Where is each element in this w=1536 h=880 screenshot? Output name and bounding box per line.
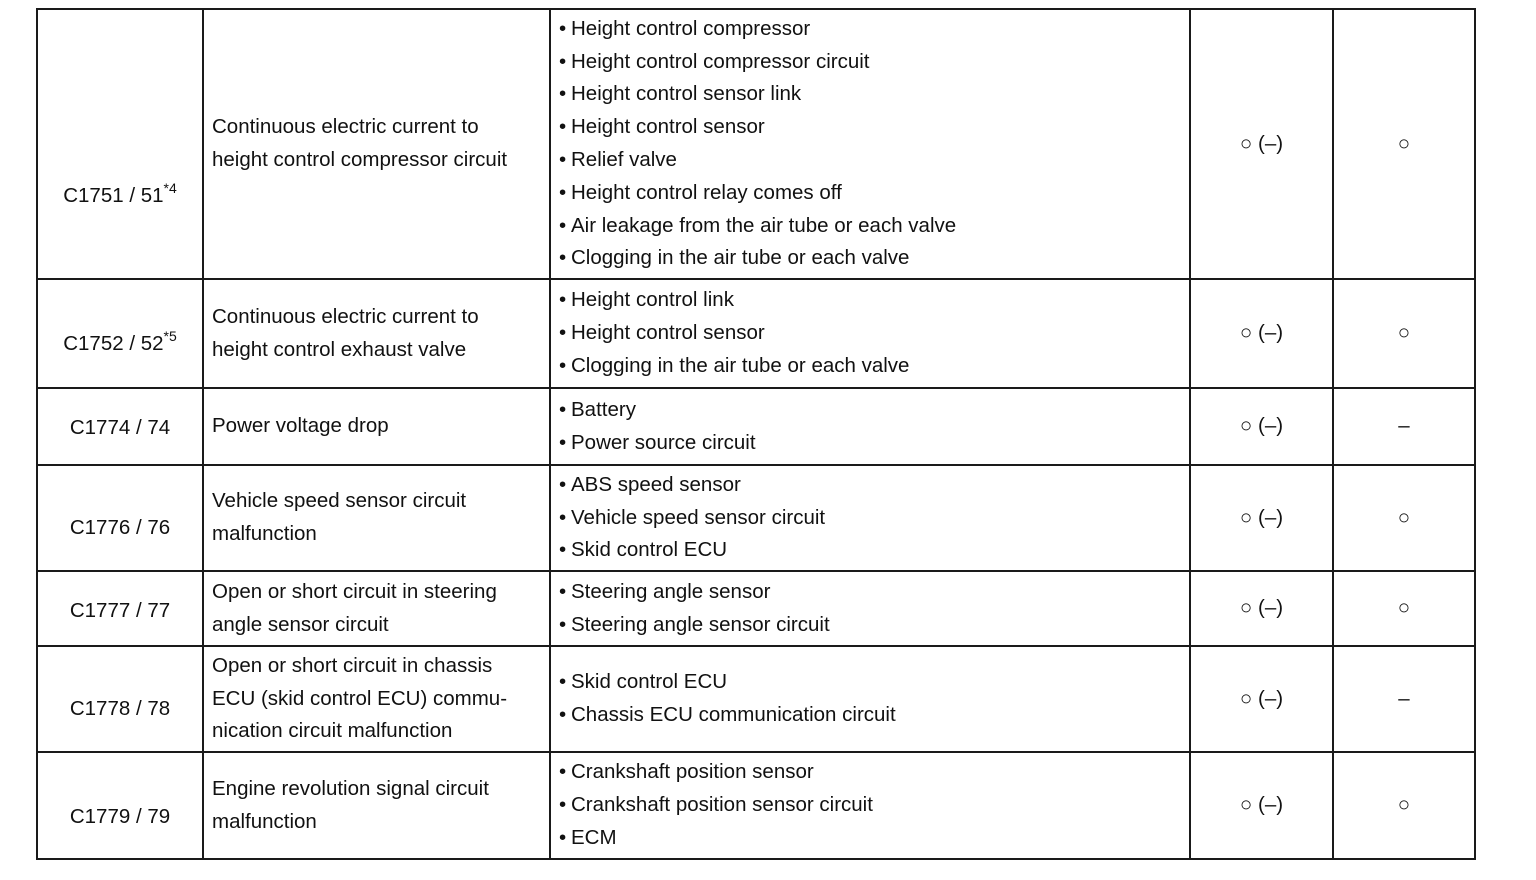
trouble-area-text: Air leakage from the air tube or each valve [571, 213, 957, 237]
dtc-code-text: C1777 / 77 [69, 598, 171, 622]
bullet-icon: • [559, 16, 567, 40]
list-item [559, 427, 1181, 460]
bullet-icon: • [559, 353, 567, 377]
dtc-code-cell [37, 752, 203, 859]
trouble-area-text: Relief valve [571, 148, 677, 171]
list-item [559, 144, 1181, 177]
bullet-icon: • [559, 180, 567, 204]
bullet-icon: • [559, 82, 567, 106]
bullet-icon: • [559, 246, 567, 270]
bullet-icon: • [559, 793, 567, 817]
trouble-area-list [559, 13, 1181, 275]
trouble-area-cell [550, 571, 1190, 646]
trouble-area-text: Height control compressor [571, 16, 811, 40]
dtc-code-footnote: *4 [163, 179, 177, 196]
mil-cell [1190, 646, 1333, 752]
memory-value: ○ [1397, 505, 1411, 529]
detection-item-line: height control exhaust valve [212, 337, 467, 361]
mil-cell [1190, 9, 1333, 279]
trouble-area-text: Vehicle speed sensor circuit [571, 505, 826, 529]
trouble-area-cell [550, 646, 1190, 752]
detection-item-cell [203, 646, 550, 752]
memory-value: ○ [1397, 793, 1411, 817]
list-item [559, 666, 1181, 699]
bullet-icon: • [559, 49, 567, 73]
memory-cell [1333, 388, 1475, 465]
memory-cell [1333, 9, 1475, 279]
list-item [559, 502, 1181, 535]
bullet-icon: • [559, 321, 567, 345]
mil-value: ○ (–) [1239, 414, 1284, 438]
trouble-area-list [559, 756, 1181, 854]
bullet-icon: • [559, 213, 567, 237]
list-item [559, 78, 1181, 111]
detection-item-line: Vehicle speed sensor circuit [212, 489, 467, 513]
dtc-code-text: C1779 / 79 [69, 804, 171, 828]
table-row [37, 9, 1475, 279]
mil-cell [1190, 388, 1333, 465]
dtc-code [46, 491, 194, 545]
trouble-area-cell [550, 465, 1190, 571]
trouble-area-text: Crankshaft position sensor [571, 760, 814, 784]
dtc-code [46, 307, 194, 361]
memory-cell [1333, 465, 1475, 571]
dtc-code [46, 590, 194, 628]
detection-item-line: height control compressor circuit [212, 148, 508, 171]
bullet-icon: • [559, 760, 567, 784]
trouble-area-cell [550, 9, 1190, 279]
mil-value: ○ (–) [1239, 131, 1284, 155]
bullet-icon: • [559, 397, 567, 421]
memory-cell [1333, 279, 1475, 388]
mil-value: ○ (–) [1239, 686, 1284, 710]
trouble-area-cell [550, 752, 1190, 859]
dtc-code-text: C1774 / 74 [69, 416, 171, 440]
memory-cell [1333, 571, 1475, 646]
list-item [559, 177, 1181, 210]
trouble-area-list [559, 284, 1181, 382]
dtc-code [46, 673, 194, 726]
detection-item-line: ECU (skid control ECU) commu- [212, 686, 508, 710]
detection-item-cell [203, 752, 550, 859]
trouble-area-text: Height control compressor circuit [571, 49, 870, 73]
detection-item-cell [203, 465, 550, 571]
bullet-icon: • [559, 148, 567, 171]
trouble-area-cell [550, 279, 1190, 388]
dtc-code-cell [37, 646, 203, 752]
mil-cell [1190, 571, 1333, 646]
dtc-table-body [37, 9, 1475, 859]
detection-item-line: Power voltage drop [212, 414, 389, 438]
bullet-icon: • [559, 430, 567, 454]
list-item [559, 13, 1181, 46]
trouble-area-text: Clogging in the air tube or each valve [571, 353, 910, 377]
detection-item-cell [203, 388, 550, 465]
trouble-area-text: Height control sensor link [571, 82, 802, 106]
detection-item-cell [203, 9, 550, 279]
trouble-area-list [559, 469, 1181, 567]
trouble-area-text: Height control sensor [571, 321, 765, 345]
dtc-code-cell [37, 279, 203, 388]
list-item [559, 822, 1181, 855]
trouble-area-text: Chassis ECU communication circuit [571, 703, 896, 726]
bullet-icon: • [559, 825, 567, 849]
detection-item-line: malfunction [212, 522, 317, 545]
trouble-area-text: ECM [571, 825, 617, 849]
list-item [559, 469, 1181, 502]
list-item [559, 46, 1181, 79]
trouble-area-text: Power source circuit [571, 430, 756, 454]
trouble-area-text: Skid control ECU [571, 538, 728, 562]
mil-value: ○ (–) [1239, 505, 1284, 529]
mil-cell [1190, 465, 1333, 571]
memory-value: ○ [1397, 131, 1411, 155]
detection-item-line: angle sensor circuit [212, 612, 389, 636]
list-item [559, 609, 1181, 642]
table-row [37, 752, 1475, 859]
bullet-icon: • [559, 670, 567, 694]
dtc-code-cell [37, 9, 203, 279]
list-item [559, 242, 1181, 275]
mil-cell [1190, 752, 1333, 859]
trouble-area-text: ABS speed sensor [571, 472, 741, 496]
bullet-icon: • [559, 612, 567, 636]
list-item [559, 699, 1181, 732]
bullet-icon: • [559, 505, 567, 529]
table-row [37, 571, 1475, 646]
list-item [559, 534, 1181, 567]
memory-cell [1333, 752, 1475, 859]
trouble-area-text: Height control link [571, 288, 734, 312]
bullet-icon: • [559, 288, 567, 312]
bullet-icon: • [559, 579, 567, 603]
memory-cell [1333, 646, 1475, 752]
list-item [559, 394, 1181, 427]
dtc-code-cell [37, 571, 203, 646]
mil-value: ○ (–) [1239, 596, 1284, 620]
dtc-code-cell [37, 465, 203, 571]
trouble-area-cell [550, 388, 1190, 465]
dtc-code [46, 778, 194, 834]
dtc-code-text: C1776 / 76 [69, 516, 171, 540]
list-item [559, 284, 1181, 317]
detection-item-cell [203, 279, 550, 388]
trouble-area-text: Crankshaft position sensor circuit [571, 793, 873, 817]
list-item [559, 576, 1181, 609]
trouble-area-text: Steering angle sensor circuit [571, 612, 830, 636]
bullet-icon: • [559, 472, 567, 496]
bullet-icon: • [559, 703, 567, 726]
memory-value: ○ [1397, 321, 1411, 345]
dtc-table [36, 8, 1476, 860]
dtc-code-footnote: *5 [163, 327, 177, 344]
list-item [559, 789, 1181, 822]
detection-item-line: Open or short circuit in chassis [212, 653, 493, 677]
list-item [559, 756, 1181, 789]
trouble-area-text: Height control relay comes off [571, 180, 842, 204]
list-item [559, 111, 1181, 144]
detection-item-line: Continuous electric current to [212, 115, 479, 139]
mil-value: ○ (–) [1239, 793, 1284, 817]
trouble-area-list [559, 576, 1181, 642]
detection-item-line: Engine revolution signal circuit [212, 776, 489, 800]
trouble-area-list [559, 394, 1181, 460]
dtc-code [46, 408, 194, 445]
trouble-area-text: Clogging in the air tube or each valve [571, 246, 910, 270]
list-item [559, 210, 1181, 243]
dtc-code-text: C1752 / 52 [63, 331, 164, 355]
detection-item-line: malfunction [212, 809, 317, 833]
bullet-icon: • [559, 538, 567, 562]
detection-item-line: Continuous electric current to [212, 304, 479, 328]
bullet-icon: • [559, 115, 567, 139]
dtc-code-text: C1778 / 78 [69, 696, 171, 720]
detection-item-cell [203, 571, 550, 646]
memory-value: ○ [1397, 596, 1411, 620]
table-row [37, 388, 1475, 465]
list-item [559, 317, 1181, 350]
table-row [37, 465, 1475, 571]
table-row [37, 279, 1475, 388]
table-row [37, 646, 1475, 752]
memory-value: – [1398, 686, 1410, 710]
dtc-code-text: C1751 / 51 [63, 183, 164, 207]
mil-value: ○ (–) [1239, 321, 1284, 345]
trouble-area-text: Battery [571, 397, 636, 421]
detection-item-line: nication circuit malfunction [212, 719, 453, 743]
dtc-code-cell [37, 388, 203, 465]
trouble-area-list [559, 666, 1181, 732]
detection-item-line: Open or short circuit in steering [212, 579, 497, 603]
memory-value: – [1398, 414, 1410, 438]
trouble-area-text: Steering angle sensor [571, 579, 771, 603]
list-item [559, 350, 1181, 383]
trouble-area-text: Height control sensor [571, 115, 765, 139]
trouble-area-text: Skid control ECU [571, 670, 728, 694]
mil-cell [1190, 279, 1333, 388]
dtc-code [46, 76, 194, 213]
